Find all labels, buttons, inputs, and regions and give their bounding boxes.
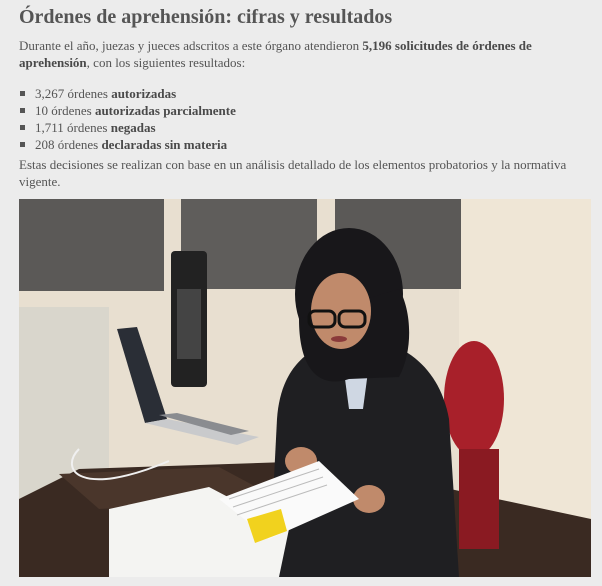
intro-suffix: , con los siguientes resultados:	[86, 55, 246, 70]
woman-mouth	[331, 336, 347, 342]
chair-back	[459, 449, 499, 549]
acoustic-panel	[19, 199, 164, 291]
result-count: 3,267	[35, 86, 65, 101]
article-title: Órdenes de aprehensión: cifras y resultados	[19, 6, 393, 28]
photo-chair	[444, 341, 504, 457]
result-count: 208	[35, 137, 55, 152]
list-item	[19, 119, 236, 136]
result-status: autorizadas parcialmente	[94, 103, 236, 118]
result-noun: órdenes	[48, 103, 95, 118]
result-status: declaradas sin materia	[101, 137, 228, 152]
article-note: Estas decisiones se realizan con base en un análisis detallado de los elementos probatorios y la normativa vigente.	[19, 157, 567, 189]
photo-illustration	[19, 199, 591, 577]
result-noun: órdenes	[64, 86, 112, 101]
intro-highlight: 5,196 solicitudes de órdenes de aprehensión	[19, 38, 532, 70]
result-count: 10	[35, 103, 48, 118]
tower-grille	[177, 289, 201, 359]
list-item	[19, 136, 236, 153]
results-list	[19, 85, 236, 153]
result-noun: órdenes	[54, 137, 102, 152]
result-status: autorizadas	[111, 86, 177, 101]
list-item	[19, 102, 236, 119]
result-noun: órdenes	[63, 120, 111, 135]
result-count: 1,711	[35, 120, 64, 135]
list-item	[19, 85, 236, 102]
article-intro	[19, 37, 585, 71]
intro-prefix: Durante el año, juezas y jueces adscritos a este órgano atendieron	[19, 38, 363, 53]
article-photo	[19, 199, 591, 577]
result-status: negadas	[110, 120, 156, 135]
